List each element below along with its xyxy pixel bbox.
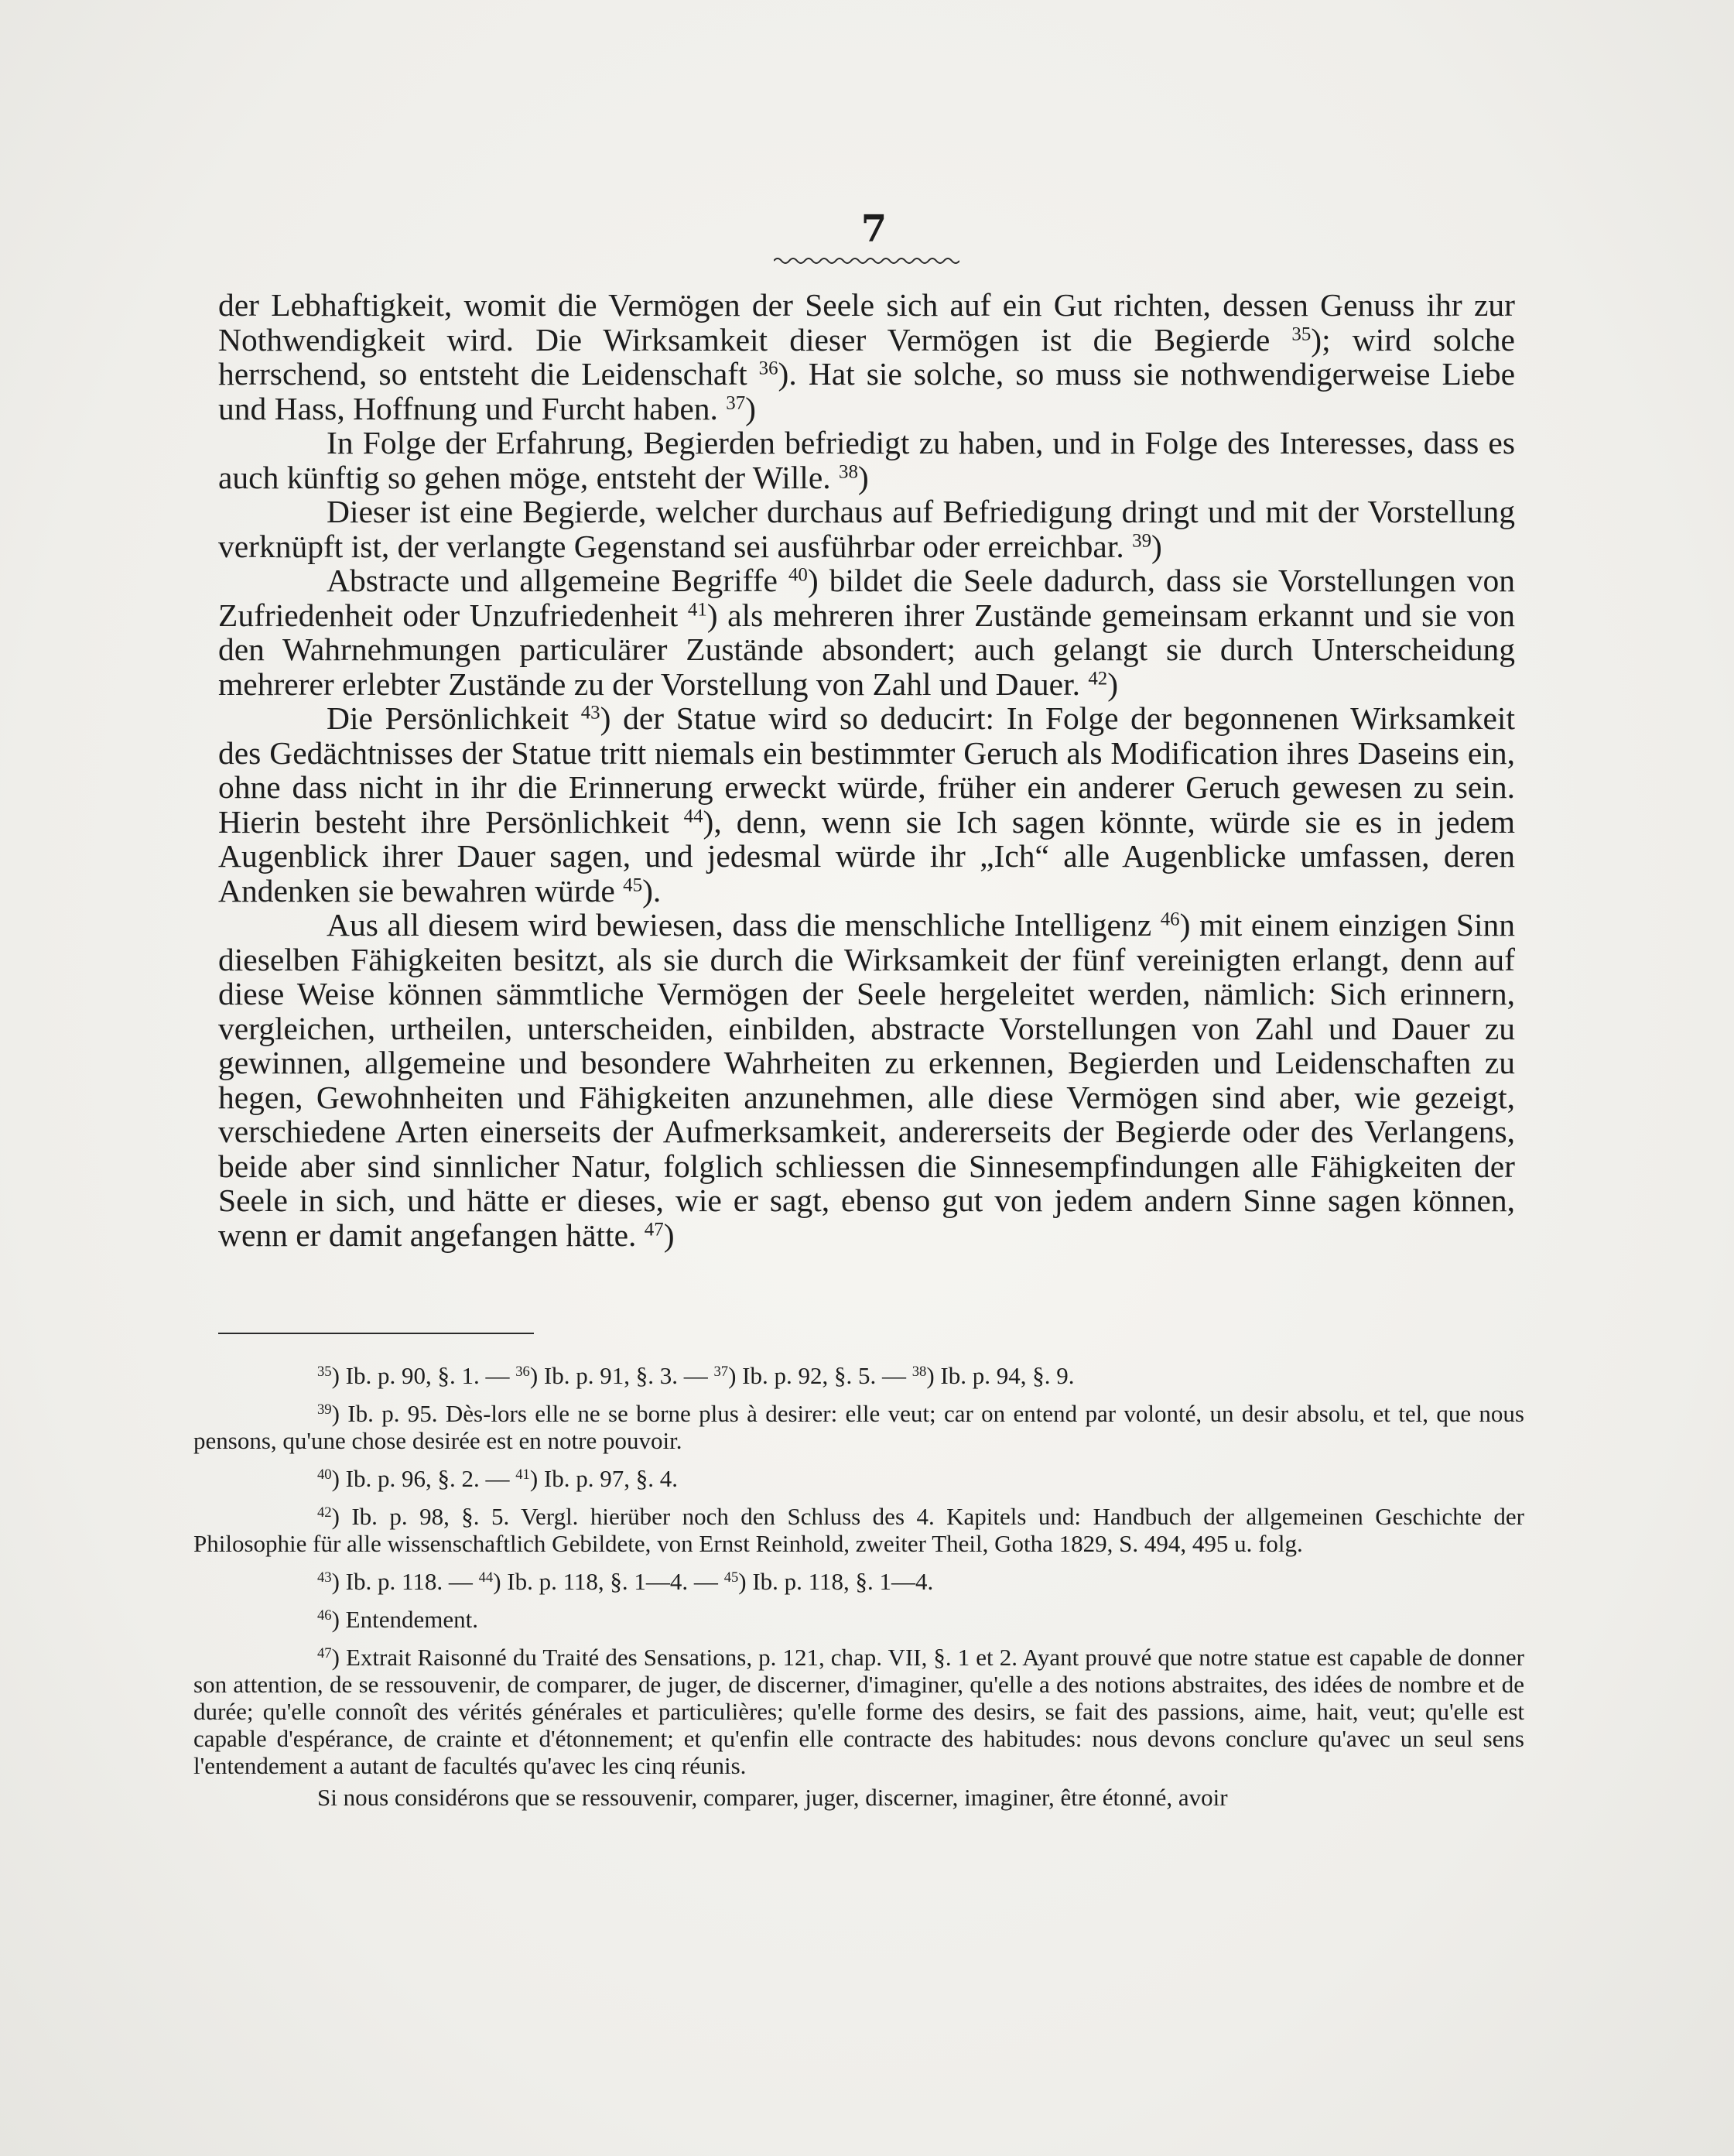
footnote-46 — [193, 1606, 1524, 1633]
footnote-39 — [193, 1400, 1524, 1454]
footnote-marker: 46 — [317, 1607, 332, 1624]
text-run: ), denn, wenn sie Ich sagen könnte, würde sie es in jedem Augenblick ihrer Dauer sagen, und jedesmal würde ihr „Ich“ alle Augenblicke umfassen, deren Andenken sie bewahren würde — [218, 803, 1515, 909]
text-run: ) — [1107, 666, 1119, 702]
text-run: ). — [642, 872, 662, 909]
text-run: ) Ib. p. 90, §. 1. — — [331, 1362, 516, 1389]
text-run: Si nous considérons que se ressouvenir, comparer, juger, discerner, imaginer, être étonné, avoir — [317, 1784, 1228, 1811]
text-run: ) Ib. p. 91, §. 3. — — [529, 1362, 714, 1389]
text-run: ) Ib. p. 92, §. 5. — — [728, 1362, 912, 1389]
text-run: ) Ib. p. 94, §. 9. — [926, 1362, 1075, 1389]
text-run: ) — [663, 1217, 675, 1253]
text-run: ) Entendement. — [331, 1606, 478, 1633]
footnote-marker: 37 — [713, 1363, 729, 1380]
footnote-marker: 47 — [317, 1644, 332, 1661]
ornamental-wave-rule — [774, 255, 959, 266]
footnote-ref: 47 — [644, 1218, 664, 1240]
text-run: ) Extrait Raisonné du Traité des Sensations, p. 121, chap. VII, §. 1 et 2. Ayant prouvé que notre statue est capable de donner son attention, de se ressouvenir, de comparer, de juger, de discerner, d'imaginer, qu'elle a des notions abstraites, des idées de nombre et de durée; qu'elle connoît des vérités générales et particulières; qu'elle forme des desirs, se fait des passions, aime, hait, veut; qu'elle est capable d'espérance, de crainte et d'étonnement; et qu'enfin elle contracte des habitudes: nous devons conclure qu'avec un seul sens l'entendement a autant de facultés qu'avec les cinq réunis. — [193, 1644, 1524, 1779]
text-run: ) — [857, 459, 869, 495]
footnote-marker: 38 — [911, 1363, 927, 1380]
paragraph-2 — [218, 426, 1515, 495]
footnote-marker: 42 — [317, 1504, 332, 1521]
text-run: ) — [1151, 528, 1162, 564]
text-run: Abstracte und allgemeine Begriffe — [327, 563, 788, 598]
footnote-47 — [193, 1644, 1524, 1779]
footnote-ref: 45 — [623, 874, 643, 895]
footnote-ref: 43 — [580, 702, 600, 724]
text-run: der Lebhaftigkeit, womit die Vermögen der Seele sich auf ein Gut richten, dessen Genuss ihr zur Nothwendigkeit wird. Die Wirksamkeit dieser Vermögen ist die Begierde — [218, 287, 1515, 358]
text-run: ) Ib. p. 118. — — [331, 1568, 479, 1595]
body-text — [218, 288, 1515, 1252]
text-run: ) Ib. p. 118, §. 1—4. — [738, 1568, 934, 1595]
text-run: Dieser ist eine Begierde, welcher durchaus auf Befriedigung dringt und mit der Vorstellung verknüpft ist, der verlangte Gegenstand sei ausführbar oder erreichbar. — [218, 494, 1515, 564]
text-run: ) Ib. p. 97, §. 4. — [529, 1465, 678, 1492]
footnote-marker: 35 — [317, 1363, 332, 1380]
footnote-ref: 38 — [839, 460, 858, 482]
paragraph-3 — [218, 495, 1515, 563]
text-run: ) Ib. p. 98, §. 5. Vergl. hierüber noch den Schluss des 4. Kapitels und: Handbuch der allgemeinen Geschichte der Philosophie für alle wissenschaftlich Gebildete, von Ernst Reinhold, zweiter Theil, Gotha 1829, S. 494, 495 u. folg. — [193, 1503, 1524, 1557]
text-run: ) mit einem einzigen Sinn dieselben Fähigkeiten besitzt, als sie durch die Wirksamkeit der fünf vereinigten erlangt, denn auf diese Weise können sämmtliche Vermögen der Seele hergeleitet werden, nämlich: Sich erinnern, vergleichen, urtheilen, unterscheiden, einbilden, abstracte Vorstellungen von Zahl und Dauer zu gewinnen, allgemeine und besondere Wahrheiten zu erkennen, Begierden und Leidenschaften zu hegen, Gewohnheiten und Fähigkeiten anzunehmen, alle diese Vermögen sind aber, wie gezeigt, verschiedene Arten einerseits der Aufmerksamkeit, andererseits der Begierde oder des Verlangens, beide aber sind sinnlicher Natur, folglich schliessen die Sinnesempfindungen alle Fähigkeiten der Seele in sich, und hätte er dieses, wie er sagt, ebenso gut von jedem andern Sinne sagen können, wenn er damit angefangen hätte. — [218, 907, 1515, 1253]
footnote-ref: 42 — [1088, 667, 1108, 689]
footnote-marker: 44 — [478, 1569, 494, 1586]
footnote-ref: 39 — [1132, 529, 1152, 551]
footnote-ref: 36 — [758, 358, 778, 379]
footnote-ref: 46 — [1160, 909, 1180, 930]
footnote-ref: 44 — [683, 805, 703, 826]
footnote-40-41 — [193, 1465, 1524, 1492]
footnote-marker: 45 — [723, 1569, 739, 1586]
paragraph-4 — [218, 563, 1515, 701]
text-run: ) der Statue wird so deducirt: In Folge der begonnenen Wirksamkeit des Gedächtnisses der Statue tritt niemals ein bestimmter Geruch als Modification ihres Daseins ein, ohne dass nicht in ihr die Erinnerung erweckt würde, früher ein anderer Geruch gewesen zu sein. Hierin besteht ihre Persönlichkeit — [218, 700, 1515, 840]
footnote-35-38 — [193, 1362, 1524, 1389]
text-run: ) bildet die Seele dadurch, dass sie Vorstellungen von Zufriedenheit oder Unzufriedenheit — [218, 563, 1515, 633]
paragraph-6 — [218, 908, 1515, 1252]
footnote-43-45 — [193, 1568, 1524, 1595]
footnote-marker: 40 — [317, 1466, 332, 1483]
text-run: ); wird solche herrschend, so entsteht die Leidenschaft — [218, 321, 1515, 392]
text-run: ) Ib. p. 96, §. 2. — — [331, 1465, 516, 1492]
footnote-ref: 41 — [687, 598, 707, 620]
text-run: ) Ib. p. 118, §. 1—4. — — [493, 1568, 724, 1595]
footnote-47-continued — [193, 1784, 1524, 1811]
text-run: Die Persönlichkeit — [327, 700, 581, 736]
text-run: ) — [745, 390, 756, 426]
footnote-42 — [193, 1503, 1524, 1557]
text-run: ) als mehreren ihrer Zustände gemeinsam erkannt und sie von den Wahrnehmungen particulärer Zustände absondert; auch gelangt sie durch Unterscheidung mehrerer erlebter Zustände zu der Vorstellung von Zahl und Dauer. — [218, 597, 1515, 702]
page-number: 7 — [860, 207, 888, 251]
text-run: In Folge der Erfahrung, Begierden befriedigt zu haben, und in Folge des Interesses, dass es auch künftig so gehen möge, entsteht der Wille. — [218, 425, 1515, 495]
footnote-separator — [218, 1333, 534, 1334]
footnote-ref: 40 — [788, 564, 808, 586]
paragraph-5 — [218, 701, 1515, 908]
text-run: ). Hat sie solche, so muss sie nothwendigerweise Liebe und Hass, Hoffnung und Furcht haben. — [218, 356, 1515, 426]
footnote-ref: 37 — [726, 392, 746, 413]
footnote-marker: 43 — [317, 1569, 332, 1586]
footnotes — [193, 1362, 1524, 1822]
paragraph-1 — [218, 288, 1515, 426]
text-run: Aus all diesem wird bewiesen, dass die menschliche Intelligenz — [327, 907, 1161, 943]
footnote-marker: 39 — [317, 1401, 332, 1418]
footnote-ref: 35 — [1291, 323, 1312, 344]
text-run: ) Ib. p. 95. Dès-lors elle ne se borne plus à desirer: elle veut; car on entend par volonté, un desir absolu, et tel, que nous pensons, qu'une chose desirée est en notre pouvoir. — [193, 1400, 1524, 1454]
footnote-marker: 41 — [515, 1466, 530, 1483]
footnote-marker: 36 — [515, 1363, 530, 1380]
